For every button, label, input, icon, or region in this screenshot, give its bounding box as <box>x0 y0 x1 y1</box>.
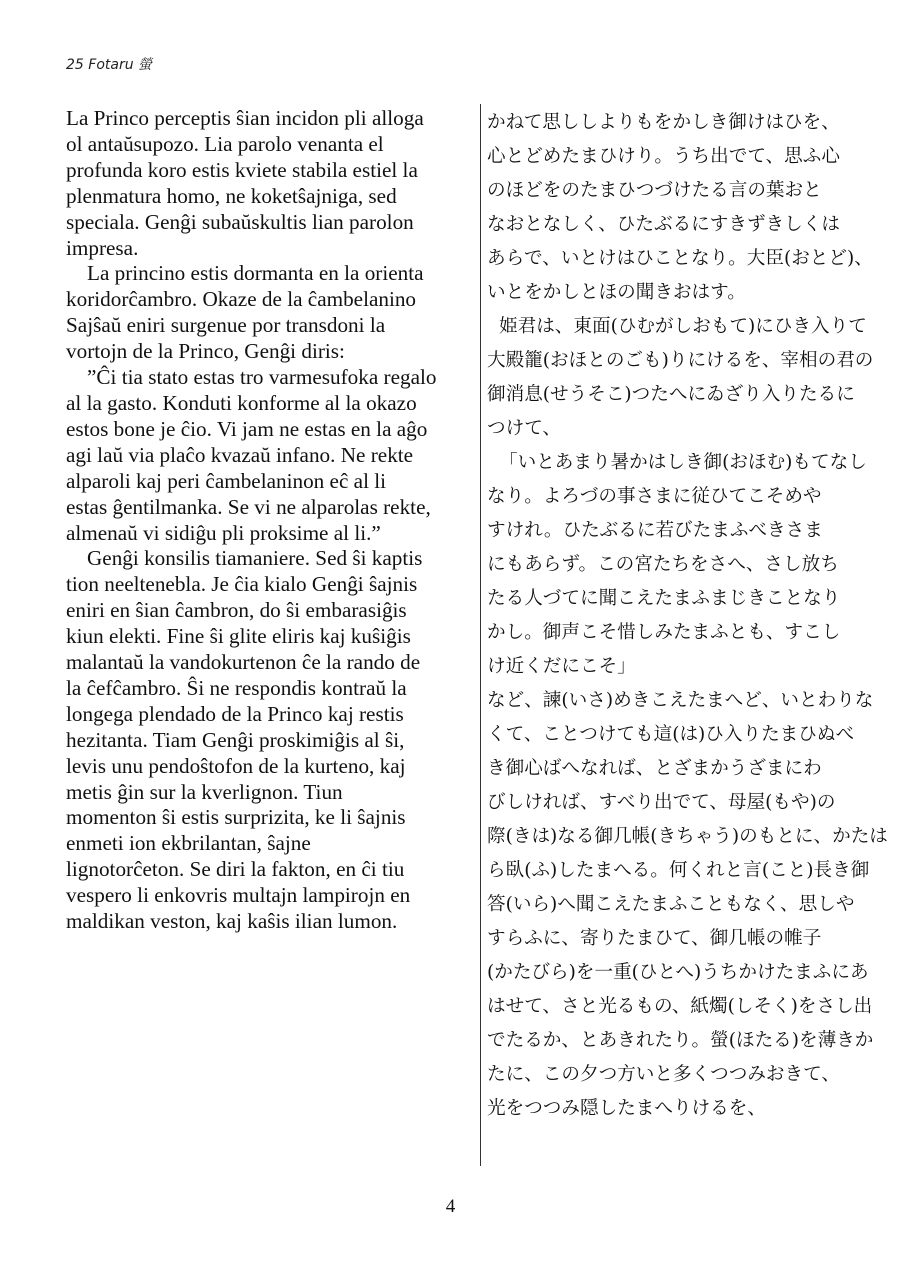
esperanto-text-line: longega plendado de la Princo kaj restis <box>66 701 404 726</box>
esperanto-text-line: koridorĉambro. Okaze de la ĉambelanino <box>66 287 417 312</box>
japanese-text-line: 答(いら)へ聞こえたまふこともなく、思しや <box>487 894 855 915</box>
japanese-text-line: (かたびら)を一重(ひとへ)うちかけたまふにあ <box>487 962 869 983</box>
japanese-text-line: たる人づてに聞こえたまふまじきことなり <box>487 588 841 609</box>
esperanto-text-line: profunda koro estis kviete stabila estiel la <box>66 157 418 182</box>
esperanto-text-line: impresa. <box>66 235 139 260</box>
esperanto-text-line: tion neeltenebla. Je ĉia kialo Genĝi ŝajnis <box>66 572 418 597</box>
japanese-column <box>487 106 888 1126</box>
esperanto-text-line: plenmatura homo, ne koketŝajniga, sed <box>66 183 397 208</box>
esperanto-text-line: vortojn de la Princo, Genĝi diris: <box>66 339 345 364</box>
japanese-text-line: にもあらず。この宮たちをさへ、さし放ち <box>487 554 839 575</box>
esperanto-text-line: hezitanta. Tiam Genĝi proskimiĝis al ŝi, <box>66 727 405 752</box>
esperanto-text-line: La Princo perceptis ŝian incidon pli alloga <box>66 106 424 130</box>
japanese-text-line: 際(きは)なる御几帳(きちゃう)のもとに、かたは <box>487 826 888 847</box>
japanese-text-line: なおとなしく、ひたぶるにすきずきしくは <box>487 214 840 235</box>
japanese-text-line: でたるか、とあきれたり。螢(ほたる)を薄きか <box>487 1030 874 1051</box>
japanese-text-line: 光をつつみ隠したまへりけるを、 <box>487 1098 766 1119</box>
japanese-text-line: ら臥(ふ)したまへる。何くれと言(こと)長き御 <box>487 860 870 881</box>
esperanto-text-line: malantaŭ la vandokurtenon ĉe la rando de <box>66 650 421 675</box>
column-divider <box>480 104 481 1166</box>
japanese-text-line: つけて、 <box>487 418 562 439</box>
esperanto-text-line: metis ĝin sur la kverlignon. Tiun <box>66 779 343 804</box>
japanese-text-line: くて、ことつけても這(は)ひ入りたまひぬべ <box>487 724 855 745</box>
esperanto-text-line: speciala. Genĝi subaŭskultis lian parolon <box>66 209 414 234</box>
japanese-text-line: 「いとあまり暑かはしき御(おほむ)もてなし <box>499 452 867 473</box>
japanese-text-line: のほどをのたまひつづけたる言の葉おと <box>487 180 822 201</box>
esperanto-text-line: almenaŭ vi sidiĝu pli proksime al li.” <box>66 520 381 545</box>
esperanto-text-line: eniri en ŝian ĉambron, do ŝi embarasiĝis <box>66 598 407 623</box>
esperanto-text-line: Genĝi konsilis tiamaniere. Sed ŝi kaptis <box>87 546 423 571</box>
japanese-text-line: など、諫(いさ)めきこえたまへど、いとわりな <box>487 690 874 711</box>
esperanto-text-line: vespero li enkovris multajn lampirojn en <box>66 883 411 908</box>
esperanto-text-line: kiun elekti. Fine ŝi glite eliris kaj kuŝiĝis <box>66 624 411 649</box>
japanese-text-line: 大殿籠(おほとのごも)りにけるを、宰相の君の <box>487 350 874 371</box>
esperanto-text-line: al la gasto. Konduti konforme al la okazo <box>66 390 417 415</box>
japanese-text-line: あらで、いとけはひことなり。大臣(おとど)、 <box>487 248 873 269</box>
japanese-text-line: 心とどめたまひけり。うち出でて、思ふ心 <box>487 146 840 167</box>
esperanto-text-line: agi laŭ via plaĉo kvazaŭ infano. Ne rekte <box>66 442 414 467</box>
esperanto-text-line: la ĉefĉambro. Ŝi ne respondis kontraŭ la <box>66 675 407 700</box>
japanese-text-line: なり。よろづの事さまに従ひてこそめや <box>487 486 822 507</box>
japanese-text-line: いとをかしとほの聞きおはす。 <box>487 282 746 303</box>
japanese-text-line: すけれ。ひたぶるに若びたまふべきさま <box>487 520 823 541</box>
japanese-text-line: かし。御声こそ惜しみたまふとも、すこし <box>487 622 841 643</box>
esperanto-text-line: lignotorĉeton. Se diri la fakton, en ĉi tiu <box>66 857 405 882</box>
esperanto-text-line: maldikan veston, kaj kaŝis ilian lumon. <box>66 909 398 934</box>
esperanto-text-line: estas ĝentilmanka. Se vi ne alparolas rekte, <box>66 494 431 519</box>
japanese-text-line: はせて、さと光るもの、紙燭(しそく)をさし出 <box>487 996 873 1017</box>
page-number: 4 <box>445 1196 456 1217</box>
esperanto-text-line: enmeti ion ekbrilantan, ŝajne <box>66 831 311 856</box>
japanese-text-line: かねて思ししよりもをかしき御けはひを、 <box>487 112 840 133</box>
japanese-text-line: すらふに、寄りたまひて、御几帳の帷子 <box>487 928 822 949</box>
esperanto-text-line: alparoli kaj peri ĉambelaninon eĉ al li <box>66 468 387 493</box>
japanese-text-line: たに、この夕つ方いと多くつつみおきて、 <box>487 1064 840 1085</box>
esperanto-text-line: levis unu pendoŝtofon de la kurteno, kaj <box>66 753 406 778</box>
esperanto-text-line: ol antaŭsupozo. Lia parolo venanta el <box>66 131 384 156</box>
japanese-text-line: 姫君は、東面(ひむがしおもて)にひき入りて <box>499 316 867 337</box>
japanese-text-line: 御消息(せうそこ)つたへにゐざり入りたるに <box>487 384 855 405</box>
esperanto-column <box>66 106 478 935</box>
japanese-text-line: びしければ、すべり出でて、母屋(もや)の <box>487 792 836 813</box>
esperanto-text-line: estos bone je ĉio. Vi jam ne estas en la aĝo <box>66 416 428 441</box>
running-header: 25 Fotaru 螢 <box>66 57 153 73</box>
japanese-text-line: け近くだにこそ」 <box>487 656 636 677</box>
esperanto-text-line: momenton ŝi estis surprizita, ke li ŝajnis <box>66 805 406 830</box>
esperanto-text-line: La princino estis dormanta en la orienta <box>87 261 424 286</box>
esperanto-text-line: Sajŝaŭ eniri surgenue por transdoni la <box>66 313 386 338</box>
japanese-text-line: き御心ばへなれば、とざまかうざまにわ <box>487 758 822 779</box>
esperanto-text-line: ”Ĉi tia stato estas tro varmesufoka regalo <box>87 365 437 390</box>
